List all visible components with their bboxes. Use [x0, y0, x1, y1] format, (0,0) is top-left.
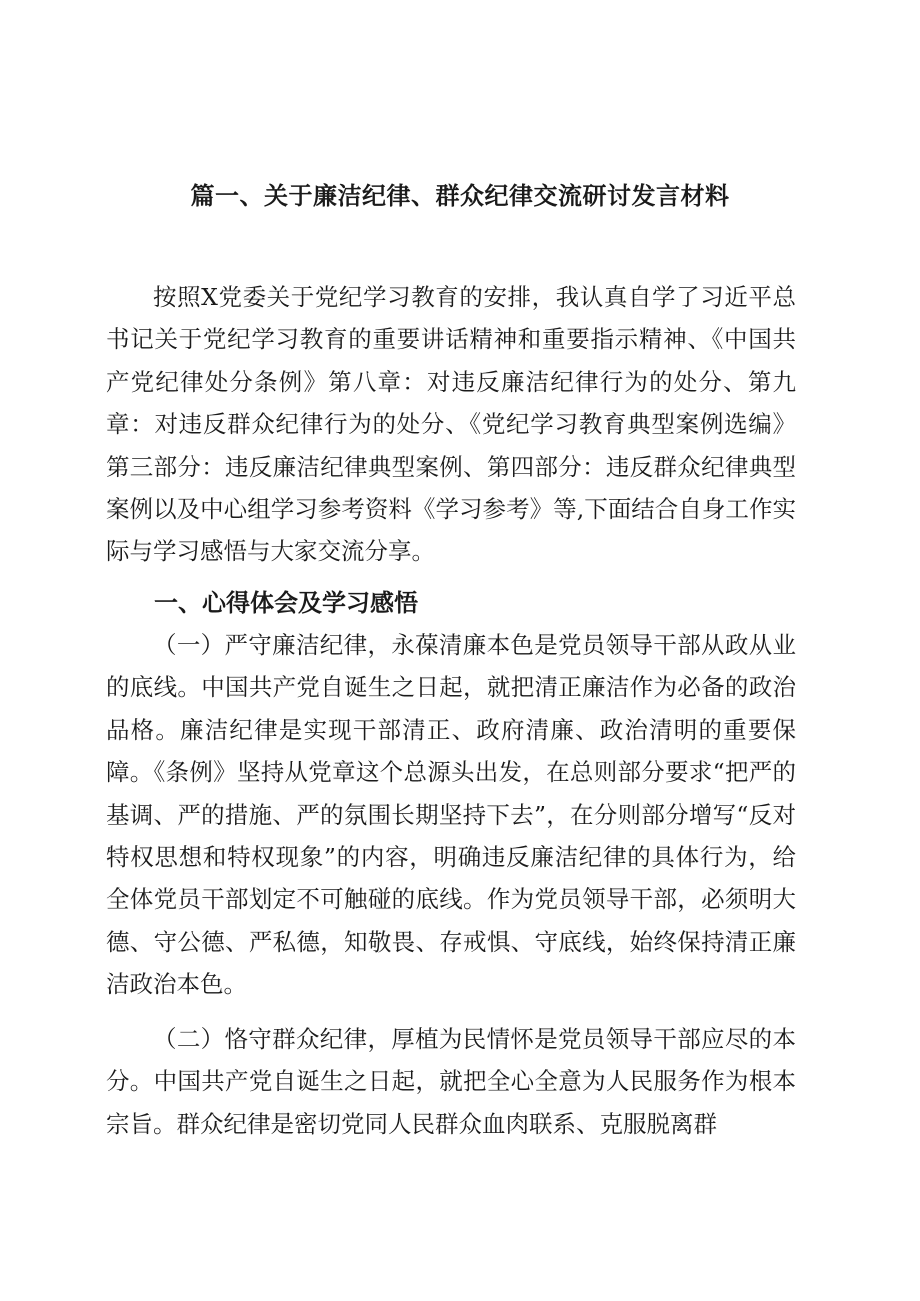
paragraph-intro: 按照X党委关于党纪学习教育的安排，我认真自学了习近平总书记关于党纪学习教育的重要讲话精神和重要指示精神、《中国共产党纪律处分条例》第八章：对违反廉洁纪律行为的处分、第九章：对违反群众纪律行为的处分、《党纪学习教育典型案例选编》第三部分：违反廉洁纪律典型案例、第四部分：违反群众纪律典型案例以及中心组学习参考资料《学习参考》等,下面结合自身工作实际与学习感悟与大家交流分享。 [106, 283, 796, 566]
paragraph-integrity-discipline: （一）严守廉洁纪律，永葆清廉本色是党员领导干部从政从业的底线。中国共产党自诞生之日起，就把清正廉洁作为必备的政治品格。廉洁纪律是实现干部清正、政府清廉、政治清明的重要保障。《条例》坚持从党章这个总源头出发，在总则部分要求“把严的基调、严的措施、严的氛围长期坚持下去”，在分则部分增写“反对特权思想和特权现象”的内容，明确违反廉洁纪律的具体行为，给全体党员干部划定不可触碰的底线。作为党员领导干部，必须明大德、守公德、严私德，知敬畏、存戒惧、守底线，始终保持清正廉洁政治本色。 [106, 631, 796, 999]
document-title: 篇一、关于廉洁纪律、群众纪律交流研讨发言材料 [190, 182, 730, 210]
section-heading: 一、心得体会及学习感悟 [154, 589, 418, 617]
paragraph-mass-discipline: （二）恪守群众纪律，厚植为民情怀是党员领导干部应尽的本分。中国共产党自诞生之日起，就把全心全意为人民服务作为根本宗旨。群众纪律是密切党同人民群众血肉联系、克服脱离群 [106, 1025, 796, 1138]
